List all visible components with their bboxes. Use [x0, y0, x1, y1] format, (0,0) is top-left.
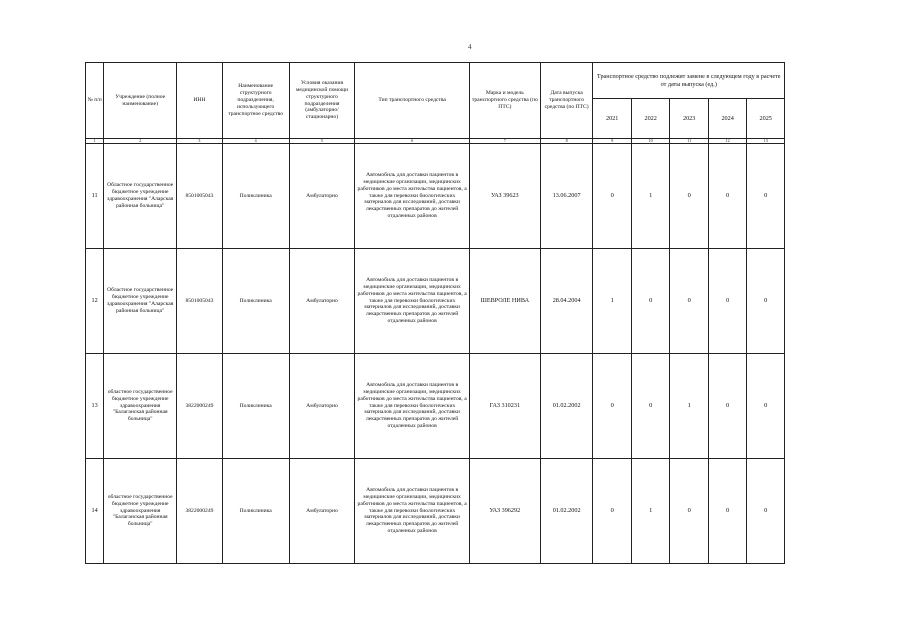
- table-row: [86, 249, 785, 354]
- row-release-date: 01.02.2002: [540, 354, 593, 459]
- column-number: 9: [593, 139, 631, 144]
- column-number: 13: [747, 139, 785, 144]
- row-inn: 8501005043: [177, 144, 223, 249]
- header-year: 2024: [708, 99, 746, 139]
- column-number: 8: [540, 139, 593, 144]
- row-year-value: 1: [631, 144, 669, 249]
- row-year-value: 0: [708, 144, 746, 249]
- column-number: 4: [222, 139, 289, 144]
- row-year-value: 0: [670, 459, 708, 564]
- row-institution: Областное государственное бюджетное учреждение здравоохранения "Аларская районная больница": [104, 249, 177, 354]
- vehicle-register-table: [85, 62, 785, 564]
- page-number: 4: [468, 43, 472, 51]
- row-year-value: 0: [708, 354, 746, 459]
- row-release-date: 01.02.2002: [540, 459, 593, 564]
- header-brand: Марка и модель транспортного средства (по ПТС): [469, 63, 540, 139]
- table-row: [86, 459, 785, 564]
- row-brand: УАЗ 39623: [469, 144, 540, 249]
- row-conditions: Амбулаторно: [289, 354, 355, 459]
- column-number: 5: [289, 139, 355, 144]
- row-vehicle-type: Автомобиль для доставки пациентов в медицинские организации, медицинских работников до места жительства пациентов, а также для перевозки биологических материалов для исследований, доставки лекарственных препаратов до жителей отдаленных районов: [355, 459, 469, 564]
- row-brand: ГАЗ 310231: [469, 354, 540, 459]
- row-year-value: 0: [593, 354, 631, 459]
- row-vehicle-type: Автомобиль для доставки пациентов в медицинские организации, медицинских работников до места жительства пациентов, а также для перевозки биологических материалов для исследований, доставки лекарственных препаратов до жителей отдаленных районов: [355, 249, 469, 354]
- row-vehicle-type: Автомобиль для доставки пациентов в медицинские организации, медицинских работников до места жительства пациентов, а также для перевозки биологических материалов для исследований, доставки лекарственных препаратов до жителей отдаленных районов: [355, 144, 469, 249]
- header-year: 2025: [747, 99, 785, 139]
- row-year-value: 1: [670, 354, 708, 459]
- row-year-value: 0: [747, 144, 785, 249]
- row-year-value: 0: [747, 354, 785, 459]
- column-number: 12: [708, 139, 746, 144]
- header-row: [86, 63, 785, 99]
- row-conditions: Амбулаторно: [289, 144, 355, 249]
- row-inn: 8501005043: [177, 249, 223, 354]
- header-num: № п/п: [86, 63, 104, 139]
- row-subdivision: Поликлиника: [222, 354, 289, 459]
- header-year: 2023: [670, 99, 708, 139]
- column-number: 1: [86, 139, 104, 144]
- row-year-value: 0: [631, 354, 669, 459]
- row-inn: 3822000249: [177, 459, 223, 564]
- row-num: 13: [86, 354, 104, 459]
- header-year: 2021: [593, 99, 631, 139]
- row-subdivision: Поликлиника: [222, 459, 289, 564]
- header-vehicle-type: Тип транспортного средства: [355, 63, 469, 139]
- row-subdivision: Поликлиника: [222, 249, 289, 354]
- row-year-value: 0: [708, 459, 746, 564]
- header-inn: ИНН: [177, 63, 223, 139]
- row-num: 11: [86, 144, 104, 249]
- row-brand: ШЕВРОЛЕ НИВА: [469, 249, 540, 354]
- row-release-date: 28.04.2004: [540, 249, 593, 354]
- row-year-value: 1: [593, 249, 631, 354]
- header-subdivision: Наименование структурного подразделения, использующего транспортное средство: [222, 63, 289, 139]
- column-number: 10: [631, 139, 669, 144]
- header-release-date: Дата выпуска транспортного средства (по ПТС): [540, 63, 593, 139]
- column-number: 2: [104, 139, 177, 144]
- table-row: [86, 144, 785, 249]
- row-year-value: 0: [593, 144, 631, 249]
- header-year: 2022: [631, 99, 669, 139]
- column-number: 7: [469, 139, 540, 144]
- row-institution: областное государственное бюджетное учреждение здравоохранения "Балаганская районная больница": [104, 354, 177, 459]
- row-institution: Областное государственное бюджетное учреждение здравоохранения "Аларская районная больница": [104, 144, 177, 249]
- row-year-value: 1: [631, 459, 669, 564]
- column-number: 3: [177, 139, 223, 144]
- row-conditions: Амбулаторно: [289, 249, 355, 354]
- row-inn: 3822000249: [177, 354, 223, 459]
- row-year-value: 0: [631, 249, 669, 354]
- row-institution: областное государственное бюджетное учреждение здравоохранения "Балаганская районная больница": [104, 459, 177, 564]
- header-replacement: Транспортное средство подлежит замене в следующем году в расчете от даты выпуска (ед.): [593, 63, 785, 99]
- table-row: [86, 354, 785, 459]
- row-year-value: 0: [593, 459, 631, 564]
- row-num: 14: [86, 459, 104, 564]
- row-release-date: 13.06.2007: [540, 144, 593, 249]
- row-year-value: 0: [708, 249, 746, 354]
- row-year-value: 0: [747, 249, 785, 354]
- row-subdivision: Поликлиника: [222, 144, 289, 249]
- row-num: 12: [86, 249, 104, 354]
- column-number: 11: [670, 139, 708, 144]
- row-vehicle-type: Автомобиль для доставки пациентов в медицинские организации, медицинских работников до места жительства пациентов, а также для перевозки биологических материалов для исследований, доставки лекарственных препаратов до жителей отдаленных районов: [355, 354, 469, 459]
- header-conditions: Условия оказания медицинской помощи структурного подразделения (амбулаторно/ стационарно): [289, 63, 355, 139]
- header-institution: Учреждение (полное наименование): [104, 63, 177, 139]
- row-year-value: 0: [670, 144, 708, 249]
- column-number: 6: [355, 139, 469, 144]
- row-conditions: Амбулаторно: [289, 459, 355, 564]
- row-year-value: 0: [747, 459, 785, 564]
- row-brand: УАЗ 396292: [469, 459, 540, 564]
- row-year-value: 0: [670, 249, 708, 354]
